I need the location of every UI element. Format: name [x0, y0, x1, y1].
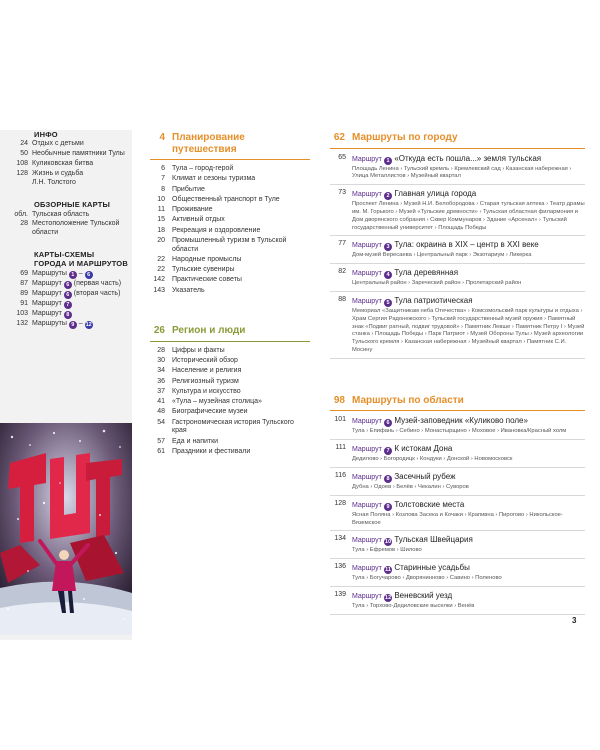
- route-page: 116: [334, 472, 346, 479]
- route-badge-icon: 7: [64, 301, 72, 309]
- schemes-section: [6, 250, 132, 329]
- route-badge-icon: 12: [385, 595, 392, 602]
- route-badge-icon: 1: [384, 157, 392, 165]
- toc-page: 54: [157, 418, 165, 426]
- route-body: [352, 189, 585, 232]
- toc-row: [150, 196, 310, 205]
- route-label: Маршрут: [352, 565, 382, 573]
- route-stops: Проспект Ленина › Музей Н.И. Белобородова › Старая тульская аптека › Театр драмы им. М. Горького › Музей «Тульские древности» › Тульская областная филармония и Дом дворянского собрания › Сквер Коммунаров › Здание «Арсенал» › Тульский государственный университет › Площадь Победы: [352, 201, 585, 231]
- scheme-row: [6, 270, 132, 279]
- route-page: 88: [338, 296, 346, 303]
- route-stops: Дом-музей Вересаева › Центральный парк › Экзотариум › Ликерка: [352, 252, 532, 259]
- region-list: [150, 347, 310, 457]
- toc-text: Тульские сувениры: [172, 266, 235, 273]
- toc-text: Рекреация и оздоровление: [172, 226, 261, 234]
- toc-row: [150, 388, 310, 397]
- toc-row: [150, 237, 310, 255]
- toc-text: Необычные памятники Тулы: [32, 150, 125, 158]
- toc-page: 61: [157, 447, 165, 455]
- toc-row: [150, 216, 310, 225]
- route-body: [352, 416, 585, 436]
- route-entry: [330, 189, 585, 236]
- route-body: [352, 500, 585, 528]
- scheme-row: [6, 290, 132, 299]
- route-separator: [330, 291, 585, 292]
- route-stops: Центральный район › Зареческий район › Пролетарский район: [352, 280, 522, 287]
- region-title: Регион и люди: [172, 325, 246, 337]
- route-row: [330, 240, 585, 260]
- toc-text: Исторический обзор: [172, 357, 238, 364]
- toc-page: 142: [153, 276, 165, 284]
- toc-row: [6, 211, 132, 220]
- route-badge-icon: 4: [384, 271, 392, 279]
- route-label: Маршрут: [352, 191, 382, 199]
- planning-list: [150, 165, 310, 295]
- scheme-text: [32, 300, 132, 309]
- route-row: [330, 563, 585, 583]
- scheme-dash: –: [76, 319, 85, 327]
- route-page: 101: [334, 416, 346, 424]
- city-routes-section: [330, 132, 585, 359]
- toc-page: 48: [157, 408, 165, 416]
- route-title: Музей-заповедник «Куликово поле»: [394, 416, 528, 426]
- route-separator: [330, 495, 585, 496]
- toc-page: 11: [157, 206, 165, 213]
- route-separator: [330, 558, 585, 559]
- route-title: Старинные усадьбы: [394, 563, 470, 573]
- toc-row: [6, 220, 132, 238]
- route-stops: Тула › Торхово-Дедиловские выселки › Венёв: [352, 603, 475, 610]
- route-title-line: [352, 535, 585, 546]
- route-page: 134: [334, 535, 346, 543]
- toc-row: [6, 160, 132, 169]
- toc-page: 22: [157, 266, 165, 273]
- route-title-line: [352, 189, 585, 200]
- route-row: [330, 500, 585, 528]
- city-routes-title: Маршруты по городу: [352, 132, 458, 143]
- toc-text: Куликовская битва: [32, 159, 94, 167]
- planning-title: Планирование путешествия: [172, 132, 245, 155]
- planning-section: [150, 132, 310, 295]
- route-entry: [330, 296, 585, 359]
- route-separator: [330, 614, 585, 615]
- route-entry: [330, 154, 585, 186]
- route-badge-icon: 7: [384, 447, 392, 455]
- region-routes-list: [330, 416, 585, 615]
- region-routes-page: 98: [333, 394, 345, 406]
- toc-page: 8: [161, 185, 165, 193]
- route-row: [330, 189, 585, 232]
- route-title-line: [352, 472, 585, 483]
- toc-text: Гастрономическая история Тульского края: [172, 418, 294, 435]
- right-column: [330, 132, 585, 619]
- route-entry: [330, 535, 585, 559]
- route-entry: [330, 240, 585, 264]
- route-badge-icon: 8: [384, 475, 392, 483]
- toc-row: [150, 287, 310, 296]
- scheme-row: [6, 280, 132, 289]
- toc-text: Указатель: [172, 286, 205, 294]
- toc-text: Биографические музеи: [172, 408, 248, 416]
- toc-row: [150, 438, 310, 447]
- toc-text: Население и религия: [172, 367, 242, 375]
- route-row: [330, 591, 585, 611]
- scheme-page: 89: [20, 289, 28, 297]
- route-separator: [330, 467, 585, 468]
- route-label: Маршрут: [352, 298, 382, 305]
- route-title-line: [352, 268, 585, 279]
- route-body: [352, 535, 585, 555]
- route-body: [352, 444, 585, 464]
- toc-page: 28: [20, 220, 28, 228]
- toc-text: Проживание: [172, 206, 213, 213]
- toc-page: 36: [157, 377, 165, 385]
- route-row: [330, 416, 585, 436]
- route-title-line: [352, 154, 585, 165]
- toc-row: [150, 448, 310, 457]
- toc-page: 50: [20, 150, 28, 158]
- toc-row: [150, 357, 310, 366]
- scheme-text: [32, 310, 132, 319]
- schemes-title-2: ГОРОДА И МАРШРУТОВ: [34, 259, 128, 269]
- route-page: 65: [338, 153, 346, 161]
- route-label: Маршрут: [352, 501, 382, 509]
- toc-text: Праздники и фестивали: [172, 447, 251, 455]
- toc-text: Еда и напитки: [172, 437, 219, 445]
- scheme-note: (вторая часть): [71, 289, 121, 297]
- route-label: Маршрут: [352, 474, 382, 481]
- route-label: Маршрут: [352, 270, 382, 278]
- route-badge-icon: 6: [64, 281, 72, 289]
- toc-page: 15: [157, 216, 165, 224]
- toc-row: [6, 179, 132, 188]
- scheme-row: [6, 300, 132, 309]
- toc-page: 18: [157, 226, 165, 234]
- scheme-row: [6, 320, 132, 329]
- route-badge-icon: 6: [64, 291, 72, 299]
- route-page: 136: [334, 563, 346, 571]
- route-label: Маршрут: [352, 446, 382, 454]
- route-body: [352, 154, 585, 182]
- overview-list: [6, 211, 132, 238]
- route-badge-icon: 5: [384, 299, 392, 307]
- route-label: Маршрут: [352, 593, 382, 601]
- route-body: [352, 591, 585, 611]
- route-page: 139: [334, 591, 346, 599]
- scheme-row: [6, 310, 132, 319]
- route-separator: [330, 530, 585, 531]
- toc-page: 7: [161, 175, 165, 183]
- route-stops: Ясная Поляна › Козлова Засека и Кочаки › Крапивна › Пирогово › Никольское-Вяземское: [352, 511, 563, 526]
- toc-page: 128: [16, 169, 28, 177]
- route-entry: [330, 591, 585, 615]
- route-label: Маршрут: [352, 537, 382, 545]
- toc-row: [150, 419, 310, 437]
- scheme-text: [32, 320, 132, 329]
- route-title-line: [352, 416, 585, 427]
- toc-page: 28: [157, 346, 165, 354]
- toc-text: Тула – город-герой: [172, 165, 234, 172]
- info-section: [6, 130, 132, 188]
- route-badge-icon: 9: [69, 321, 77, 329]
- scheme-dash: –: [76, 269, 85, 277]
- toc-page: 6: [161, 165, 165, 172]
- scheme-label: Маршрут: [32, 289, 62, 297]
- route-entry: [330, 500, 585, 532]
- toc-page: 108: [16, 159, 28, 167]
- info-title: ИНФО: [34, 130, 58, 139]
- route-row: [330, 535, 585, 555]
- city-routes-list: [330, 154, 585, 359]
- route-title: Засечный рубеж: [394, 472, 456, 481]
- region-rule: [150, 341, 310, 342]
- route-title: Тула: окраина в XIX – центр в XXI веке: [394, 240, 539, 250]
- info-list: [6, 140, 132, 188]
- page-number: 3: [572, 616, 577, 625]
- scheme-label: Маршрут: [32, 299, 62, 307]
- route-entry: [330, 268, 585, 292]
- snow-photo: [0, 423, 132, 635]
- route-stops: Дубна › Одоев › Белёв › Чекалин › Суворов: [352, 484, 469, 490]
- route-stops: Дедилово › Богородицк › Кондуки › Донской › Новомосковск: [352, 456, 513, 463]
- route-page: 73: [338, 189, 346, 197]
- route-title: Веневский уезд: [394, 591, 453, 601]
- toc-row: [6, 150, 132, 159]
- route-separator: [330, 263, 585, 264]
- toc-row: [6, 140, 132, 149]
- toc-row: [150, 408, 310, 417]
- toc-page: 22: [157, 255, 165, 263]
- route-stops: Площадь Ленина › Тульский кремль › Кремлевский сад › Казанская набережная › Улица Металлистов › Музейный квартал: [352, 165, 572, 180]
- toc-text: Прибытие: [172, 185, 205, 193]
- scheme-page: 91: [20, 299, 28, 307]
- snow-photo-image: [0, 423, 132, 635]
- toc-page: 57: [157, 437, 165, 445]
- route-title: Тула деревянная: [394, 268, 459, 278]
- route-entry: [330, 472, 585, 496]
- route-title-line: [352, 444, 585, 455]
- route-separator: [330, 235, 585, 236]
- scheme-text: [32, 280, 132, 289]
- route-page: 82: [338, 268, 346, 276]
- route-badge-icon: 2: [384, 192, 392, 200]
- toc-row: [150, 206, 310, 215]
- toc-page: 37: [157, 387, 165, 395]
- toc-text: Общественный транспорт в Туле: [172, 195, 280, 203]
- route-separator: [330, 586, 585, 587]
- toc-row: [150, 256, 310, 265]
- route-badge-icon: 6: [85, 271, 93, 279]
- overview-title: ОБЗОРНЫЕ КАРТЫ: [34, 200, 111, 210]
- toc-text: Промышленный туризм в Тульской области: [172, 236, 287, 253]
- route-row: [330, 154, 585, 182]
- toc-row: [150, 165, 310, 174]
- route-body: [352, 268, 585, 288]
- middle-column: [150, 132, 310, 458]
- toc-text: Культура и искусство: [172, 387, 241, 395]
- region-routes-section: [330, 395, 585, 615]
- toc-page: 24: [20, 140, 28, 148]
- toc-text: Жизнь и судьба: [32, 169, 84, 177]
- route-title-line: [352, 563, 585, 574]
- route-badge-icon: 3: [384, 243, 392, 251]
- route-row: [330, 472, 585, 492]
- route-badge-icon: 8: [64, 311, 72, 319]
- route-stops: Тула › Ефремов › Шилово: [352, 547, 422, 554]
- schemes-title-1: КАРТЫ-СХЕМЫ: [34, 249, 95, 259]
- toc-row: [150, 347, 310, 356]
- route-title: К истокам Дона: [394, 444, 453, 454]
- scheme-page: 103: [16, 309, 28, 317]
- region-header: [150, 325, 310, 337]
- toc-page: 143: [153, 286, 165, 294]
- scheme-page: 69: [20, 269, 28, 277]
- toc-text: Местоположение Тульской области: [32, 220, 120, 236]
- scheme-label: Маршруты: [32, 319, 67, 327]
- route-label: Маршрут: [352, 242, 382, 250]
- toc-page: 30: [157, 357, 165, 364]
- route-title-line: [352, 240, 585, 251]
- toc-row: [150, 227, 310, 236]
- route-title-line: [352, 500, 585, 511]
- toc-row: [150, 276, 310, 285]
- toc-row: [150, 266, 310, 275]
- route-badge-icon: 9: [384, 503, 392, 511]
- route-label: Маршрут: [352, 155, 382, 163]
- route-stops: Мемориал «Защитникам неба Отечества» › Комсомольский парк культуры и отдыха › Храм Сергия Радонежского › Тульский государственный музей оружия › Памятный знак «Подвиг ратный, подвиг трудовой» › Памятник Левше › Памятник Петру I › Музей станка › Площадь Победы › Парк Патриот › Музей Обороны Тулы › Музей археологии Тульского кремля › Казанская набережная › Музейный квартал › Памятник С.И. Мосину: [352, 308, 585, 354]
- toc-text: Религиозный туризм: [172, 377, 239, 385]
- route-badge-icon: 11: [385, 567, 391, 574]
- route-title: Тульская Швейцария: [394, 535, 473, 545]
- scheme-page: 87: [20, 279, 28, 287]
- schemes-list: [6, 270, 132, 329]
- route-body: [352, 472, 585, 492]
- route-body: [352, 296, 585, 355]
- region-routes-title: Маршруты по области: [352, 394, 464, 406]
- left-column: [0, 130, 132, 341]
- toc-text: Л.Н. Толстого: [32, 179, 76, 187]
- toc-page: 10: [157, 195, 165, 203]
- route-badge-icon: 12: [85, 321, 92, 328]
- toc-text: Практические советы: [172, 276, 242, 284]
- route-label: Маршрут: [352, 418, 382, 426]
- route-stops: Тула › Богучарово › Дворянинново › Савино › Поленово: [352, 575, 502, 582]
- toc-page: 34: [157, 367, 165, 375]
- route-row: [330, 444, 585, 464]
- toc-text: «Тула – музейная столица»: [172, 398, 262, 405]
- region-routes-header: [330, 395, 585, 407]
- scheme-label: Маршрут: [32, 279, 62, 287]
- toc-row: [150, 378, 310, 387]
- route-title: «Откуда есть пошла...» земля тульская: [394, 153, 542, 163]
- scheme-label: Маршруты: [32, 269, 67, 277]
- route-separator: [330, 358, 585, 359]
- region-page: 26: [153, 325, 165, 337]
- route-badge-icon: 10: [385, 539, 392, 546]
- overview-section: [6, 200, 132, 238]
- city-routes-rule: [330, 148, 585, 149]
- route-page: 111: [335, 444, 346, 452]
- route-body: [352, 563, 585, 583]
- region-routes-rule: [330, 410, 585, 411]
- route-entry: [330, 563, 585, 587]
- route-badge-icon: 1: [69, 271, 77, 279]
- scheme-text: [32, 290, 132, 299]
- route-title: Тула патриотическая: [394, 296, 473, 305]
- route-separator: [330, 439, 585, 440]
- scheme-label: Маршрут: [32, 309, 62, 317]
- toc-page: 41: [157, 398, 165, 405]
- planning-rule: [150, 159, 310, 160]
- scheme-text: [32, 270, 132, 279]
- route-stops: Тула › Епифань › Себино › Монастырщино › Моховое › Ивановка/Красный холм: [352, 428, 567, 435]
- city-routes-page: 62: [333, 132, 345, 143]
- toc-row: [150, 367, 310, 376]
- toc-text: Тульская область: [32, 210, 90, 218]
- toc-text: Народные промыслы: [172, 255, 242, 263]
- route-title: Толстовские места: [394, 499, 465, 509]
- route-title-line: [352, 296, 585, 307]
- toc-page: 20: [157, 236, 165, 244]
- route-page: 128: [334, 499, 346, 507]
- route-body: [352, 240, 585, 260]
- region-section: [150, 325, 310, 456]
- route-title-line: [352, 591, 585, 602]
- planning-header: [150, 132, 310, 155]
- route-title: Главная улица города: [394, 189, 477, 199]
- toc-row: [150, 398, 310, 407]
- route-separator: [330, 184, 585, 185]
- toc-row: [150, 186, 310, 195]
- route-badge-icon: 6: [384, 419, 392, 427]
- toc-text: Цифры и факты: [172, 346, 225, 354]
- scheme-page: 132: [16, 319, 28, 327]
- toc-text: Активный отдых: [172, 216, 225, 224]
- left-inner: [0, 130, 132, 329]
- toc-text: Климат и сезоны туризма: [172, 175, 256, 183]
- planning-page: 4: [159, 132, 165, 143]
- route-entry: [330, 444, 585, 468]
- toc-page: обл.: [14, 210, 28, 218]
- toc-row: [6, 170, 132, 179]
- route-page: 77: [338, 240, 346, 248]
- city-routes-header: [330, 132, 585, 144]
- toc-text: Отдых с детьми: [32, 140, 84, 148]
- route-entry: [330, 416, 585, 440]
- scheme-note: (первая часть): [71, 279, 122, 287]
- route-row: [330, 268, 585, 288]
- route-row: [330, 296, 585, 355]
- toc-row: [150, 175, 310, 184]
